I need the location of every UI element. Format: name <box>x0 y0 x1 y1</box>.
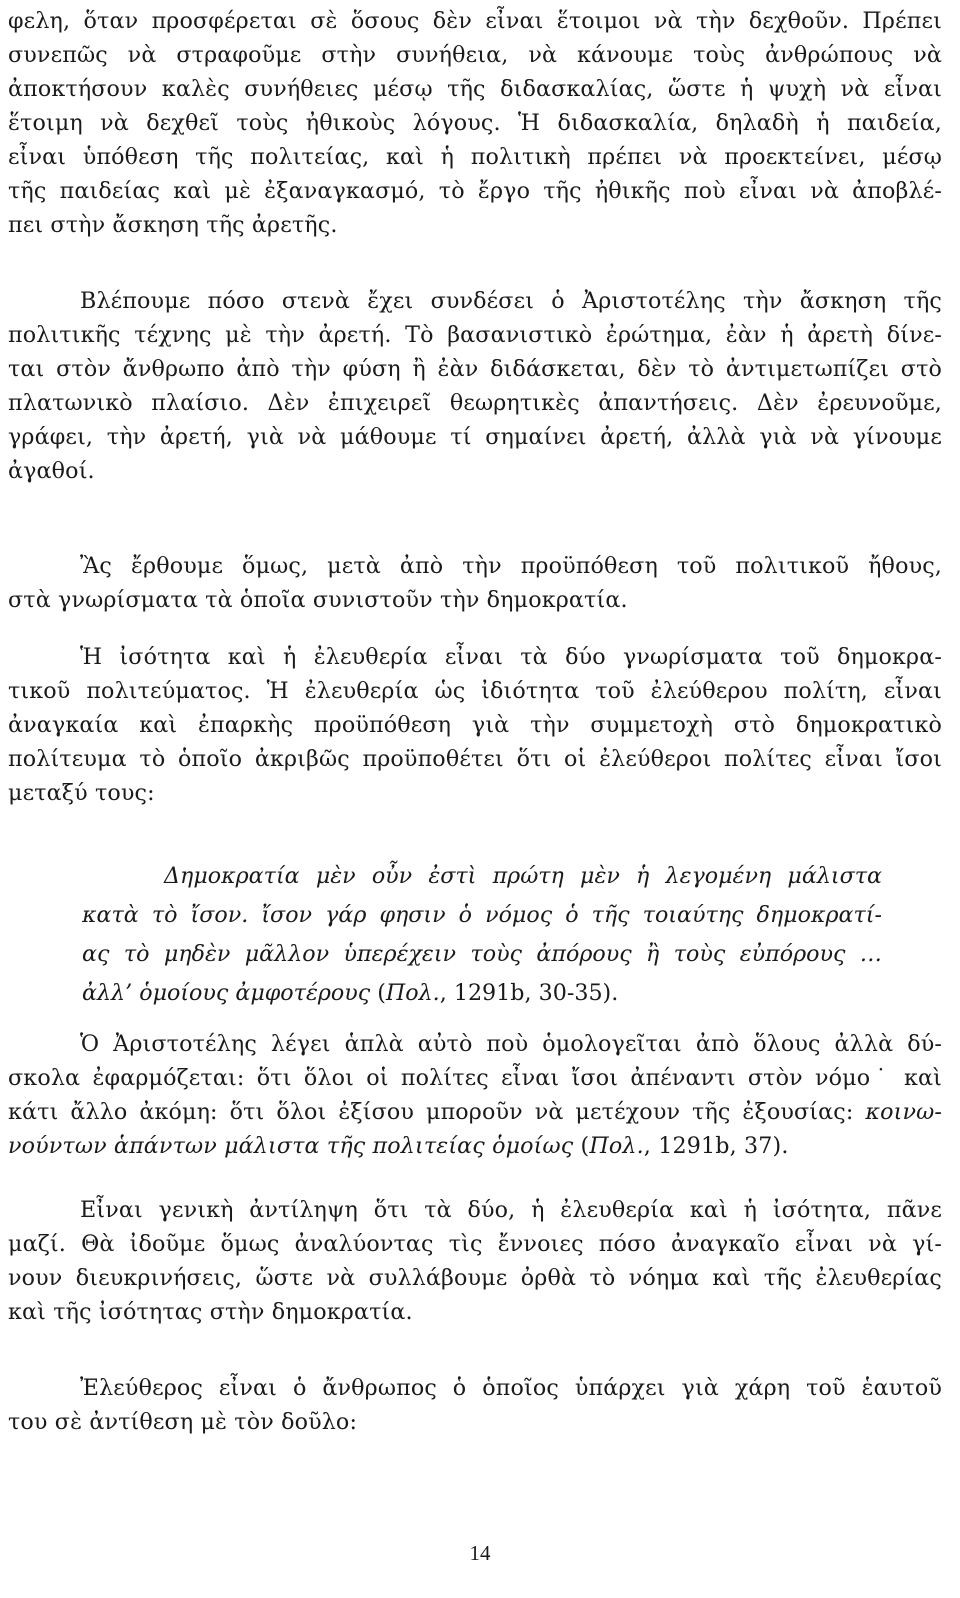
paragraph-5 <box>8 1027 942 1163</box>
book-page <box>8 0 952 1598</box>
citation-work: Πολ. <box>385 980 440 1006</box>
paragraph-1 <box>8 4 942 242</box>
text-line: ἀγαθοί. <box>8 458 95 484</box>
italic-quote-fragment: νούντων ἁπάντων μάλιστα τῆς πολιτείας ὁμοίως <box>8 1133 574 1159</box>
text-line: ται στὸν ἄνθρωπο ἀπὸ τὴν φύση ἢ ἐὰν διδάσκεται, δὲν τὸ ἀντιμετωπίζει στὸ <box>8 356 942 382</box>
text-line: Ἂς ἔρθουμε ὅμως, μετὰ ἀπὸ τὴν προϋπόθεση τοῦ πολιτικοῦ ἤθους, <box>80 553 942 579</box>
citation-open: ( <box>370 980 386 1006</box>
text-line: Βλέπουμε πόσο στενὰ ἔχει συνδέσει ὁ Ἀριστοτέλης τὴν ἄσκηση τῆς <box>80 288 942 314</box>
quote-line: ας τὸ μηδὲν μᾶλλον ὑπερέχειν τοὺς ἀπόρους ἢ τοὺς εὐπόρους … <box>82 941 882 967</box>
paragraph-3 <box>8 549 942 617</box>
text-segment: κάτι ἄλλο ἀκόμη: ὅτι ὅλοι ἐξίσου μποροῦν νὰ μετέχουν τῆς ἐξουσίας: <box>8 1099 854 1125</box>
citation-open: ( <box>573 1133 590 1159</box>
text-line: πει στὴν ἄσκηση τῆς ἀρετῆς. <box>8 212 338 238</box>
text-line: μεταξύ τους: <box>8 780 155 806</box>
citation-reference: , 1291b, 30-35). <box>439 980 619 1006</box>
text-line: πλατωνικὸ πλαίσιο. Δὲν ἐπιχειρεῖ θεωρητικὲς ἀπαντήσεις. Δὲν ἐρευνοῦμε, <box>8 390 942 416</box>
text-line: τῆς παιδείας καὶ μὲ ἐξαναγκασμό, τὸ ἔργο τῆς ἠθικῆς ποὺ εἶναι νὰ ἀποβλέ- <box>8 178 942 204</box>
text-line: καὶ τῆς ἰσότητας στὴν δημοκρατία. <box>8 1299 413 1325</box>
text-line: εἶναι ὑπόθεση τῆς πολιτείας, καὶ ἡ πολιτικὴ πρέπει νὰ προεκτείνει, μέσῳ <box>8 144 942 170</box>
text-line: μαζί. Θὰ ἰδοῦμε ὅμως ἀναλύοντας τὶς ἔννοιες πόσο ἀναγκαῖο εἶναι νὰ γί- <box>8 1231 942 1257</box>
quote-line: κατὰ τὸ ἴσον. ἴσον γάρ φησιν ὁ νόμος ὁ τῆς τοιαύτης δημοκρατί- <box>82 902 882 928</box>
text-line: Εἶναι γενικὴ ἀντίληψη ὅτι τὰ δύο, ἡ ἐλευθερία καὶ ἡ ἰσότητα, πᾶνε <box>80 1197 942 1223</box>
text-line: νουν διευκρινήσεις, ὥστε νὰ συλλάβουμε ὀρθὰ τὸ νόημα καὶ τῆς ἐλευθερίας <box>8 1265 942 1291</box>
text-line: τικοῦ πολιτεύματος. Ἡ ἐλευθερία ὡς ἰδιότητα τοῦ ἐλεύθερου πολίτη, εἶναι <box>8 678 942 704</box>
text-line: του σὲ ἀντίθεση μὲ τὸν δοῦλο: <box>8 1409 358 1435</box>
text-line: σκολα ἐφαρμόζεται: ὅτι ὅλοι οἱ πολίτες εἶναι ἴσοι ἀπέναντι στὸν νόμο˙ καὶ <box>8 1065 942 1091</box>
text-line: φελη, ὅταν προσφέρεται σὲ ὅσους δὲν εἶναι ἕτοιμοι νὰ τὴν δεχθοῦν. Πρέπει <box>8 8 942 34</box>
text-line: Ἐλεύθερος εἶναι ὁ ἄνθρωπος ὁ ὁποῖος ὑπάρχει γιὰ χάρη τοῦ ἑαυτοῦ <box>80 1375 942 1401</box>
text-line: συνεπῶς νὰ στραφοῦμε στὴν συνήθεια, νὰ κάνουμε τοὺς ἀνθρώπους νὰ <box>8 42 942 68</box>
text-line: στὰ γνωρίσματα τὰ ὁποῖα συνιστοῦν τὴν δημοκρατία. <box>8 587 628 613</box>
italic-quote-fragment: κοινω- <box>865 1099 942 1125</box>
paragraph-2 <box>8 284 942 488</box>
text-line: πολιτικῆς τέχνης μὲ τὴν ἀρετή. Τὸ βασανιστικὸ ἐρώτημα, ἐὰν ἡ ἀρετὴ δίνε- <box>8 322 942 348</box>
paragraph-7 <box>8 1371 942 1439</box>
text-line <box>8 1129 942 1163</box>
block-quote <box>82 857 882 1013</box>
quote-line: Δημοκρατία μὲν οὖν ἐστὶ πρώτη μὲν ἡ λεγομένη μάλιστα <box>164 863 882 889</box>
citation-reference: , 1291b, 37). <box>643 1133 789 1159</box>
paragraph-4 <box>8 640 942 810</box>
text-line: Ὁ Ἀριστοτέλης λέγει ἁπλὰ αὐτὸ ποὺ ὁμολογεῖται ἀπὸ ὅλους ἀλλὰ δύ- <box>80 1031 942 1057</box>
text-line <box>8 1095 942 1129</box>
quote-line <box>82 974 882 1013</box>
citation-work: Πολ. <box>589 1133 644 1159</box>
page-number: 14 <box>469 1541 491 1565</box>
paragraph-6 <box>8 1193 942 1329</box>
quote-text: ἀλλ’ ὁμοίους ἀμφοτέρους <box>82 980 371 1006</box>
text-line: πολίτευμα τὸ ὁποῖο ἀκριβῶς προϋποθέτει ὅτι οἱ ἐλεύθεροι πολίτες εἶναι ἴσοι <box>8 746 942 772</box>
text-line: ἕτοιμη νὰ δεχθεῖ τοὺς ἠθικοὺς λόγους. Ἡ διδασκαλία, δηλαδὴ ἡ παιδεία, <box>8 110 942 136</box>
text-line: Ἡ ἰσότητα καὶ ἡ ἐλευθερία εἶναι τὰ δύο γνωρίσματα τοῦ δημοκρα- <box>80 644 942 670</box>
text-line: γράφει, τὴν ἀρετή, γιὰ νὰ μάθουμε τί σημαίνει ἀρετή, ἀλλὰ γιὰ νὰ γίνουμε <box>8 424 942 450</box>
text-line: ἀναγκαία καὶ ἐπαρκὴς προϋπόθεση γιὰ τὴν συμμετοχὴ στὸ δημοκρατικὸ <box>8 712 942 738</box>
text-line: ἀποκτήσουν καλὲς συνήθειες μέσῳ τῆς διδασκαλίας, ὥστε ἡ ψυχὴ νὰ εἶναι <box>8 76 942 102</box>
